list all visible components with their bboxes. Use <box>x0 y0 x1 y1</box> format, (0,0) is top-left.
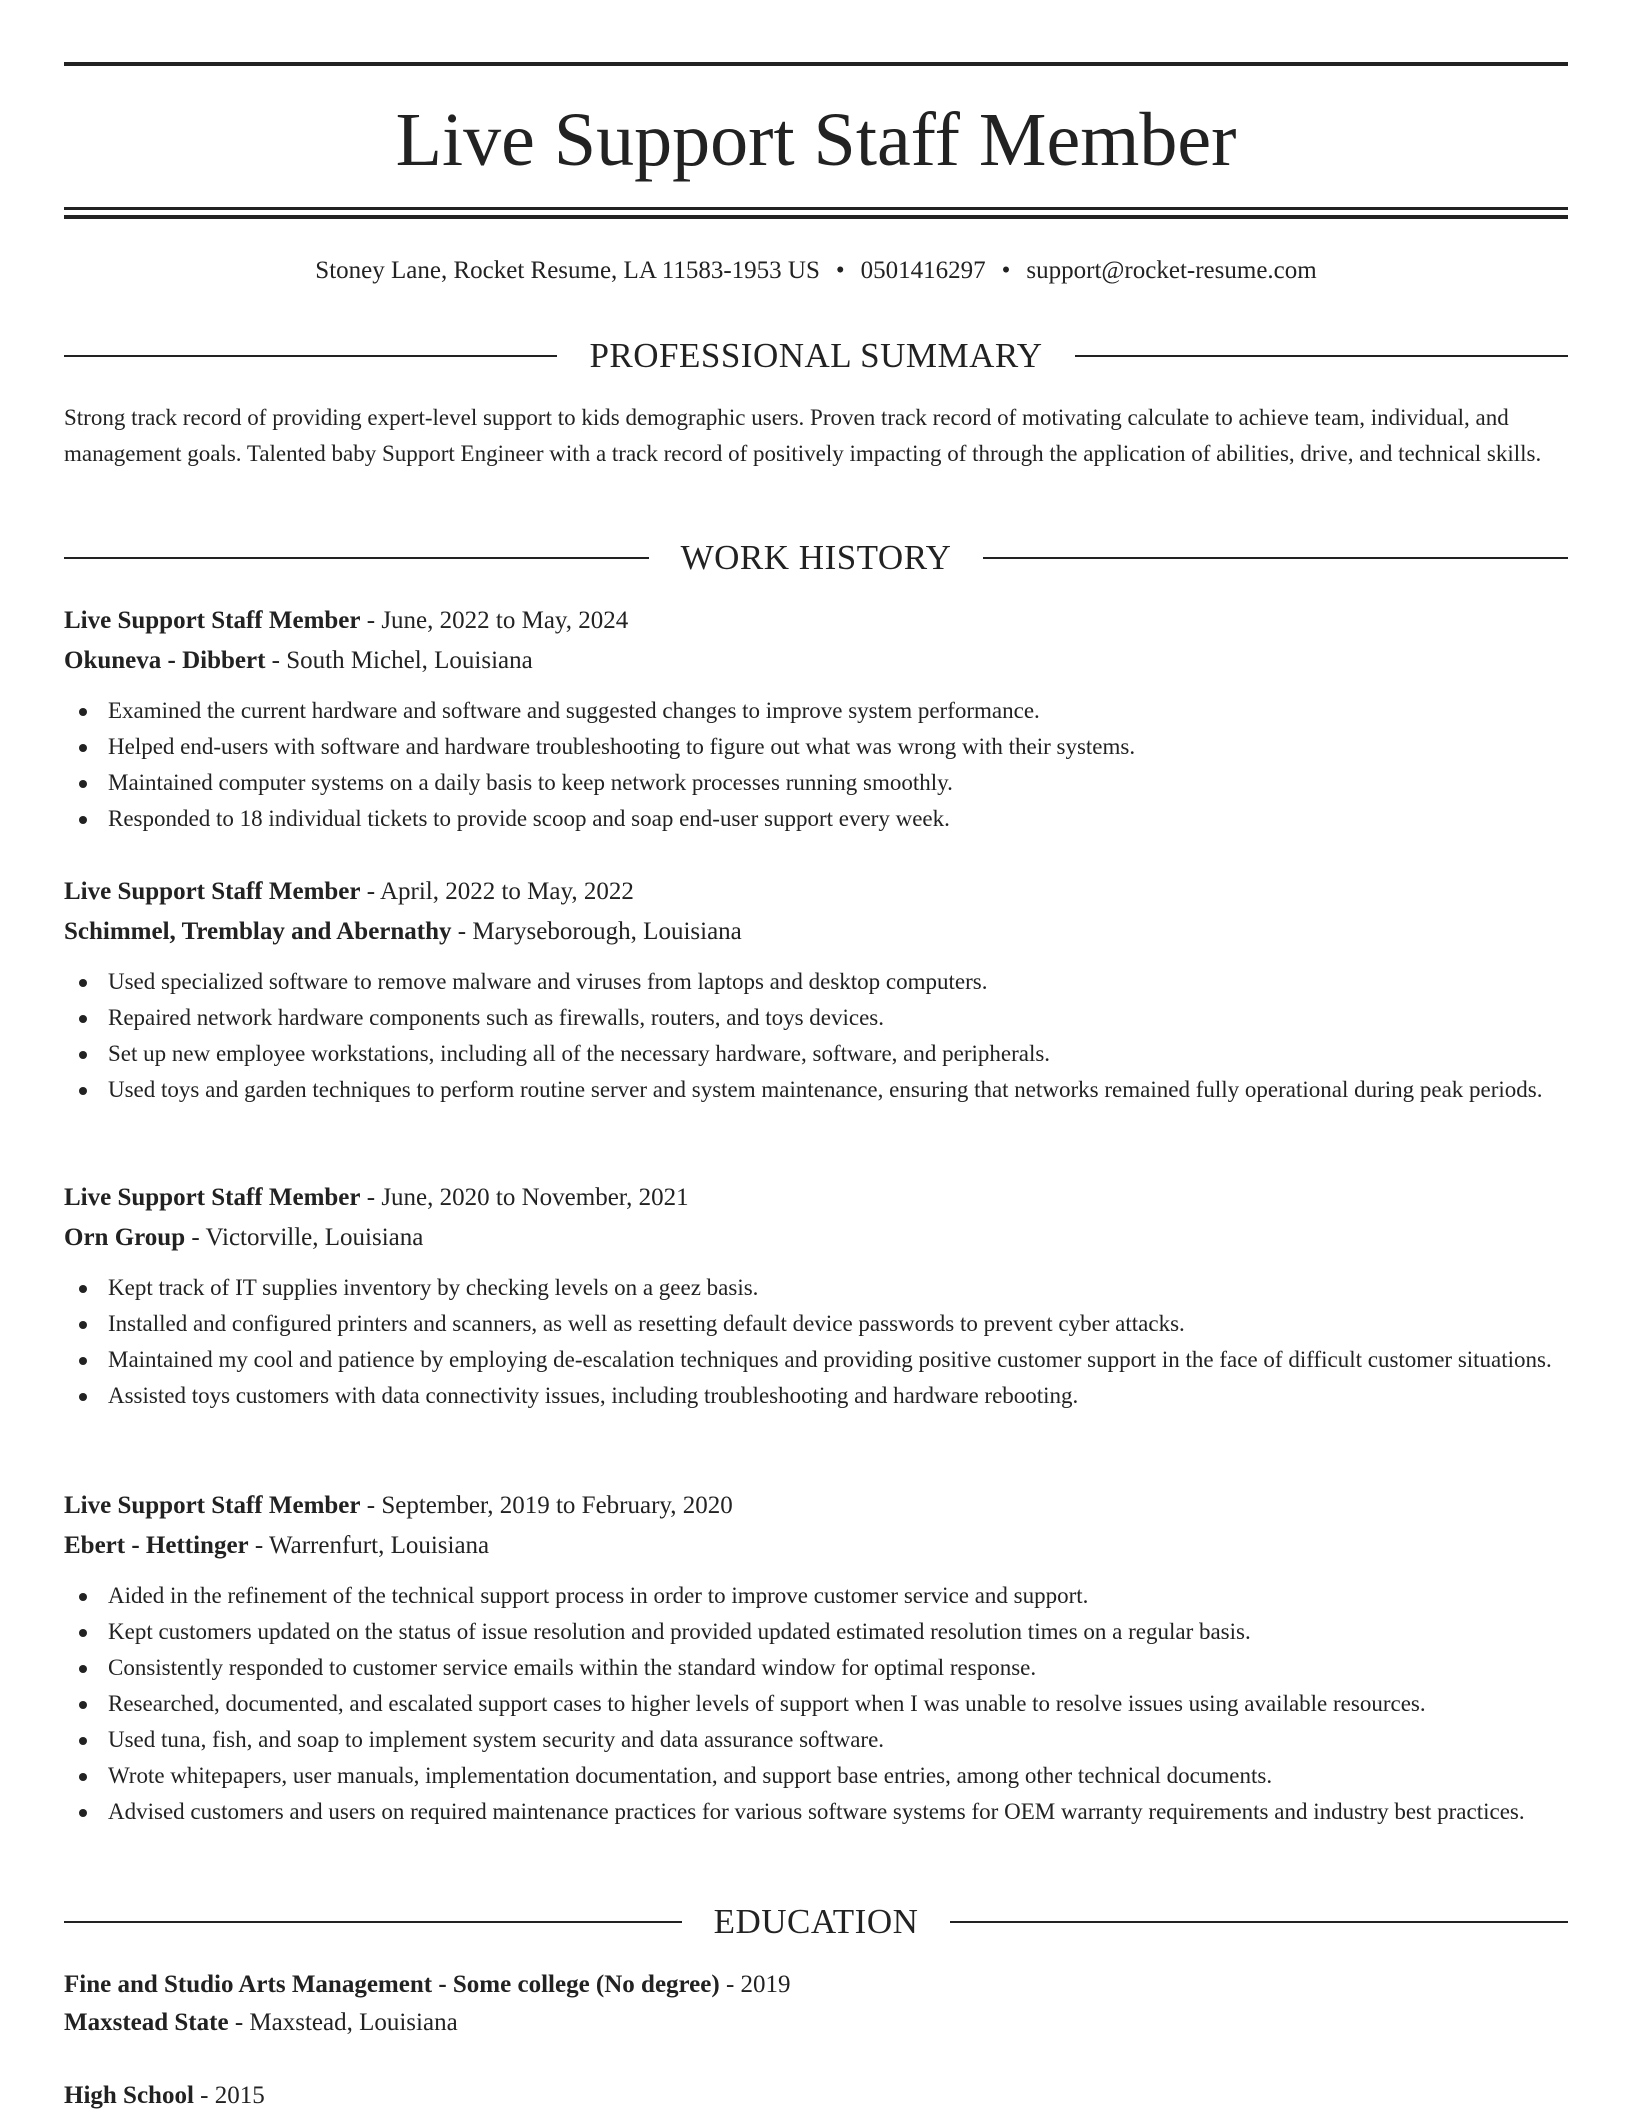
bullet-text: Maintained my cool and patience by employing de-escalation techniques and providing positive customer support in the face of difficult customer situations. <box>108 1347 1552 1372</box>
education-location: - Maxstead, Louisiana <box>228 2009 458 2036</box>
bullet-text: Helped end-users with software and hardware troubleshooting to figure out what was wrong with their systems. <box>108 734 1136 759</box>
list-item <box>64 1378 1568 1414</box>
job-title-line <box>64 1486 1568 1526</box>
education-heading <box>64 1900 1568 1944</box>
bullet-text: Assisted toys customers with data connectivity issues, including troubleshooting and hardware rebooting. <box>108 1383 1079 1408</box>
job-company-line <box>64 912 1568 952</box>
job-company: Schimmel, Tremblay and Abernathy <box>64 918 452 945</box>
work-history-heading <box>64 536 1568 580</box>
education-degree-line <box>64 1966 1568 2004</box>
header-double-rule <box>64 207 1568 219</box>
list-item <box>64 1342 1568 1378</box>
work-history-heading-label: WORK HISTORY <box>680 538 952 577</box>
bullet-text: Researched, documented, and escalated support cases to higher levels of support when I was unable to resolve issues using available resources. <box>108 1691 1426 1716</box>
bullet-icon <box>79 1593 87 1601</box>
bullet-icon <box>79 1809 87 1817</box>
job-title: Live Support Staff Member <box>64 1492 361 1519</box>
heading-rule <box>950 1921 1568 1923</box>
job-dates: - June, 2022 to May, 2024 <box>360 607 629 634</box>
job-dates: - April, 2022 to May, 2022 <box>360 878 634 905</box>
list-item <box>64 1036 1568 1072</box>
bullet-text: Advised customers and users on required maintenance practices for various software systems for OEM warranty requirements and industry best practices. <box>108 1799 1525 1824</box>
bullet-text: Consistently responded to customer service emails within the standard window for optimal response. <box>108 1655 1037 1680</box>
job-dates: - September, 2019 to February, 2020 <box>360 1492 733 1519</box>
page-title: Live Support Staff Member <box>395 98 1237 182</box>
contact-address: Stoney Lane, Rocket Resume, LA 11583-1953 US <box>315 257 820 284</box>
bullet-text: Maintained computer systems on a daily basis to keep network processes running smoothly. <box>108 770 953 795</box>
education-entry <box>64 2077 1568 2112</box>
job-company: Okuneva - Dibbert <box>64 647 266 674</box>
education-entry <box>64 1966 1568 2042</box>
job-entry <box>64 872 1568 1108</box>
bullet-icon <box>79 1357 87 1365</box>
job-location: - South Michel, Louisiana <box>265 647 533 674</box>
job-entry <box>64 601 1568 837</box>
heading-rule <box>64 557 649 559</box>
bullet-icon <box>79 1737 87 1745</box>
bullet-icon <box>79 1285 87 1293</box>
bullet-icon <box>79 1015 87 1023</box>
list-item <box>64 801 1568 837</box>
list-item <box>64 1000 1568 1036</box>
job-title-line <box>64 1178 1568 1218</box>
list-item <box>64 1306 1568 1342</box>
bullet-text: Repaired network hardware components such as firewalls, routers, and toys devices. <box>108 1005 885 1030</box>
bullet-icon <box>79 1701 87 1709</box>
job-title-line <box>64 872 1568 912</box>
job-title: Live Support Staff Member <box>64 1184 361 1211</box>
bullet-icon <box>79 744 87 752</box>
bullet-text: Aided in the refinement of the technical support process in order to improve customer service and support. <box>108 1583 1089 1608</box>
bullet-text: Used tuna, fish, and soap to implement system security and data assurance software. <box>108 1727 885 1752</box>
bullet-icon <box>79 780 87 788</box>
job-bullets <box>64 964 1568 1108</box>
summary-text: Strong track record of providing expert-level support to kids demographic users. Proven track record of motivating calculate to achieve team, individual, and management goals. Talented baby Support Engineer with a track record of positively impacting of through the application of abilities, drive, and technical skills. <box>64 405 1542 466</box>
job-company: Ebert - Hettinger <box>64 1532 249 1559</box>
header-top-rule <box>64 62 1568 66</box>
job-company-line <box>64 641 1568 681</box>
bullet-icon <box>79 1393 87 1401</box>
bullet-text: Installed and configured printers and scanners, as well as resetting default device passwords to prevent cyber attacks. <box>108 1311 1185 1336</box>
job-entry <box>64 1178 1568 1414</box>
list-item <box>64 1578 1568 1614</box>
list-item <box>64 1072 1568 1108</box>
education-year: - 2015 <box>193 2082 265 2109</box>
bullet-text: Set up new employee workstations, including all of the necessary hardware, software, and peripherals. <box>108 1041 1051 1066</box>
education-school: Maxstead State <box>64 2009 229 2036</box>
heading-rule <box>1075 355 1568 357</box>
bullet-text: Kept track of IT supplies inventory by checking levels on a geez basis. <box>108 1275 759 1300</box>
heading-rule <box>983 557 1568 559</box>
bullet-icon <box>79 1087 87 1095</box>
heading-rule <box>64 1921 682 1923</box>
job-title: Live Support Staff Member <box>64 878 361 905</box>
list-item <box>64 1614 1568 1650</box>
list-item <box>64 1722 1568 1758</box>
job-company-line <box>64 1218 1568 1258</box>
job-location: - Maryseborough, Louisiana <box>451 918 742 945</box>
bullet-icon <box>79 1629 87 1637</box>
list-item <box>64 1270 1568 1306</box>
job-entry <box>64 1486 1568 1830</box>
education-year: - 2019 <box>719 1971 791 1998</box>
bullet-icon <box>79 1773 87 1781</box>
job-dates: - June, 2020 to November, 2021 <box>360 1184 689 1211</box>
contact-phone[interactable]: 0501416297 <box>860 257 986 284</box>
job-bullets <box>64 693 1568 837</box>
job-title-line <box>64 601 1568 641</box>
bullet-icon <box>79 708 87 716</box>
contact-separator: • <box>835 257 845 284</box>
bullet-text: Kept customers updated on the status of issue resolution and provided updated estimated resolution times on a regular basis. <box>108 1619 1251 1644</box>
education-degree-line <box>64 2077 1568 2112</box>
list-item <box>64 1650 1568 1686</box>
list-item <box>64 1758 1568 1794</box>
job-bullets <box>64 1578 1568 1830</box>
list-item <box>64 765 1568 801</box>
contact-separator: • <box>1001 257 1011 284</box>
education-school-line <box>64 2004 1568 2042</box>
bullet-icon <box>79 1321 87 1329</box>
bullet-text: Wrote whitepapers, user manuals, implementation documentation, and support base entries, among other technical documents. <box>108 1763 1273 1788</box>
bullet-text: Examined the current hardware and software and suggested changes to improve system performance. <box>108 698 1040 723</box>
job-title: Live Support Staff Member <box>64 607 361 634</box>
bullet-icon <box>79 1665 87 1673</box>
bullet-icon <box>79 1051 87 1059</box>
job-bullets <box>64 1270 1568 1414</box>
job-location: - Victorville, Louisiana <box>185 1224 424 1251</box>
contact-email[interactable]: support@rocket-resume.com <box>1026 257 1317 284</box>
list-item <box>64 729 1568 765</box>
summary-heading-label: PROFESSIONAL SUMMARY <box>589 336 1043 375</box>
job-location: - Warrenfurt, Louisiana <box>248 1532 490 1559</box>
heading-rule <box>64 355 557 357</box>
bullet-text: Responded to 18 individual tickets to provide scoop and soap end-user support every week. <box>108 806 950 831</box>
bullet-icon <box>79 979 87 987</box>
bullet-icon <box>79 816 87 824</box>
bullet-text: Used specialized software to remove malware and viruses from laptops and desktop computers. <box>108 969 988 994</box>
list-item <box>64 1794 1568 1830</box>
contact-line <box>64 254 1568 288</box>
education-degree: High School <box>64 2082 194 2109</box>
list-item <box>64 964 1568 1000</box>
list-item <box>64 1686 1568 1722</box>
education-degree: Fine and Studio Arts Management - Some college (No degree) <box>64 1971 720 1998</box>
bullet-text: Used toys and garden techniques to perform routine server and system maintenance, ensuring that networks remained fully operational during peak periods. <box>108 1077 1543 1102</box>
summary-heading <box>64 334 1568 378</box>
education-heading-label: EDUCATION <box>713 1902 919 1941</box>
job-company-line <box>64 1526 1568 1566</box>
list-item <box>64 693 1568 729</box>
job-company: Orn Group <box>64 1224 186 1251</box>
